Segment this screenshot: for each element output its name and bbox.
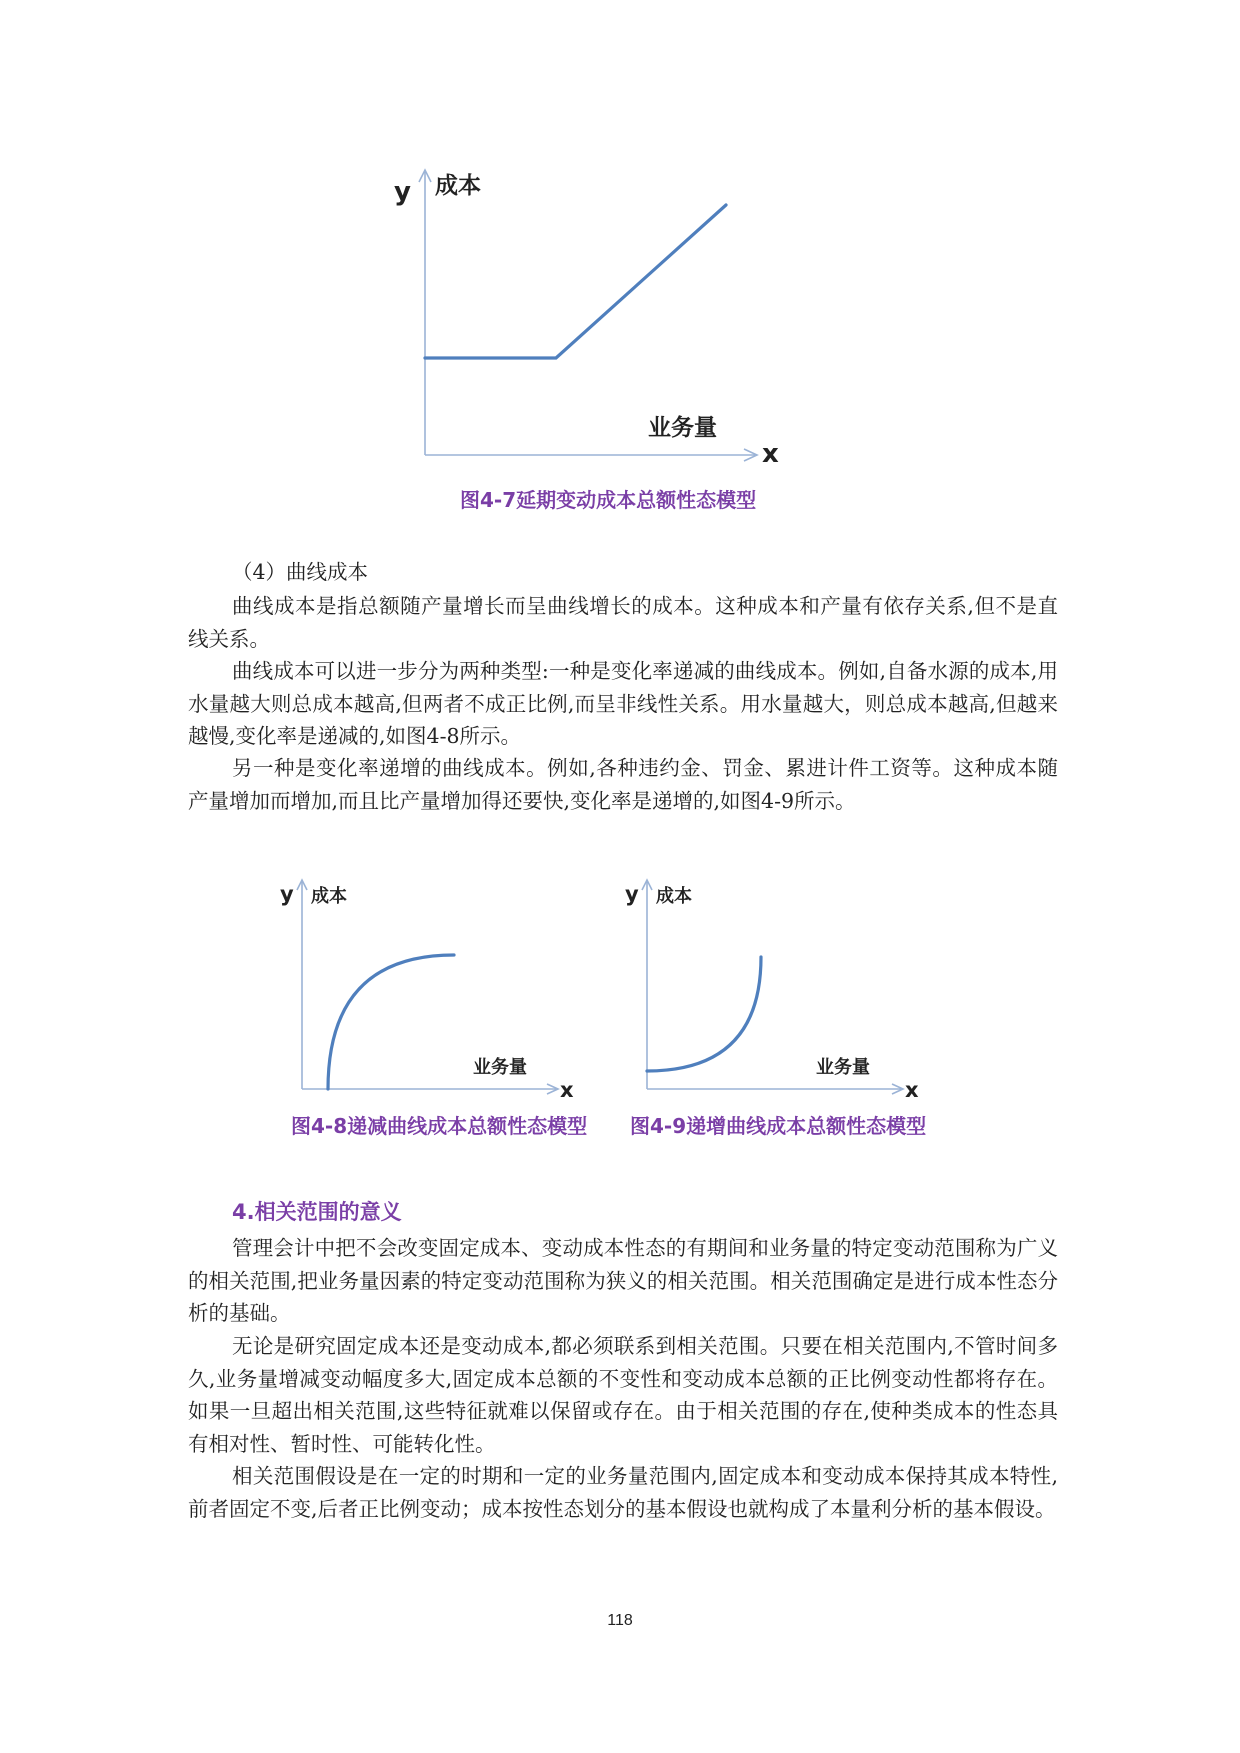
paragraph: 管理会计中把不会改变固定成本、变动成本性态的有期间和业务量的特定变动范围称为广义的相关范围,把业务量因素的特定变动范围称为狭义的相关范围。相关范围确定是进行成本性态分析的基础。: [188, 1236, 1058, 1325]
paragraph: 曲线成本是指总额随产量增长而呈曲线增长的成本。这种成本和产量有依存关系,但不是直线关系。: [188, 594, 1058, 651]
paragraph: 另一种是变化率递增的曲线成本。例如,各种违约金、罚金、累进计件工资等。这种成本随产量增加而增加,而且比产量增加得还要快,变化率是递增的,如图4-9所示。: [188, 756, 1058, 813]
figure-4-8: [275, 875, 595, 1105]
y-axis-letter: y: [625, 882, 639, 906]
y-axis-label: 成本: [656, 886, 692, 907]
increasing-rate-curve: [647, 957, 761, 1071]
y-axis-label: 成本: [311, 886, 347, 907]
x-axis-label: 业务量: [816, 1057, 870, 1078]
figure-4-7-caption: 图4-7延期变动成本总额性态模型: [460, 488, 757, 512]
subheading-curve-cost: （4）曲线成本: [232, 560, 369, 584]
cost-line: [425, 205, 726, 358]
section-heading: 4.相关范围的意义: [232, 1200, 402, 1224]
decreasing-rate-curve: [328, 955, 454, 1089]
y-axis-label: 成本: [435, 173, 481, 199]
figure-4-7: [380, 160, 800, 470]
y-axis-letter: y: [280, 882, 294, 906]
x-axis-letter: x: [560, 1078, 574, 1102]
page-number: 118: [607, 1612, 633, 1629]
x-axis-letter: x: [762, 439, 779, 469]
x-axis-label: 业务量: [648, 415, 717, 441]
paragraph: 无论是研究固定成本还是变动成本,都必须联系到相关范围。只要在相关范围内,不管时间多久,业务量增减变动幅度多大,固定成本总额的不变性和变动成本总额的正比例变动性都将存在。如果一旦超出相关范围,这些特征就难以保留或存在。由于相关范围的存在,使种类成本的性态具有相对性、暂时性、可能转化性。: [188, 1334, 1058, 1456]
x-axis-letter: x: [905, 1078, 919, 1102]
figure-4-9: [620, 875, 940, 1105]
figure-4-9-caption: 图4-9递增曲线成本总额性态模型: [630, 1114, 927, 1138]
figure-4-8-caption: 图4-8递减曲线成本总额性态模型: [291, 1114, 588, 1138]
paragraph: 相关范围假设是在一定的时期和一定的业务量范围内,固定成本和变动成本保持其成本特性,前者固定不变,后者正比例变动；成本按性态划分的基本假设也就构成了本量利分析的基本假设。: [188, 1464, 1058, 1521]
y-axis-letter: y: [394, 177, 411, 207]
paragraph: 曲线成本可以进一步分为两种类型:一种是变化率递减的曲线成本。例如,自备水源的成本,用水量越大则总成本越高,但两者不成正比例,而呈非线性关系。用水量越大，则总成本越高,但越来越慢,变化率是递减的,如图4-8所示。: [188, 659, 1058, 748]
x-axis-label: 业务量: [473, 1057, 527, 1078]
